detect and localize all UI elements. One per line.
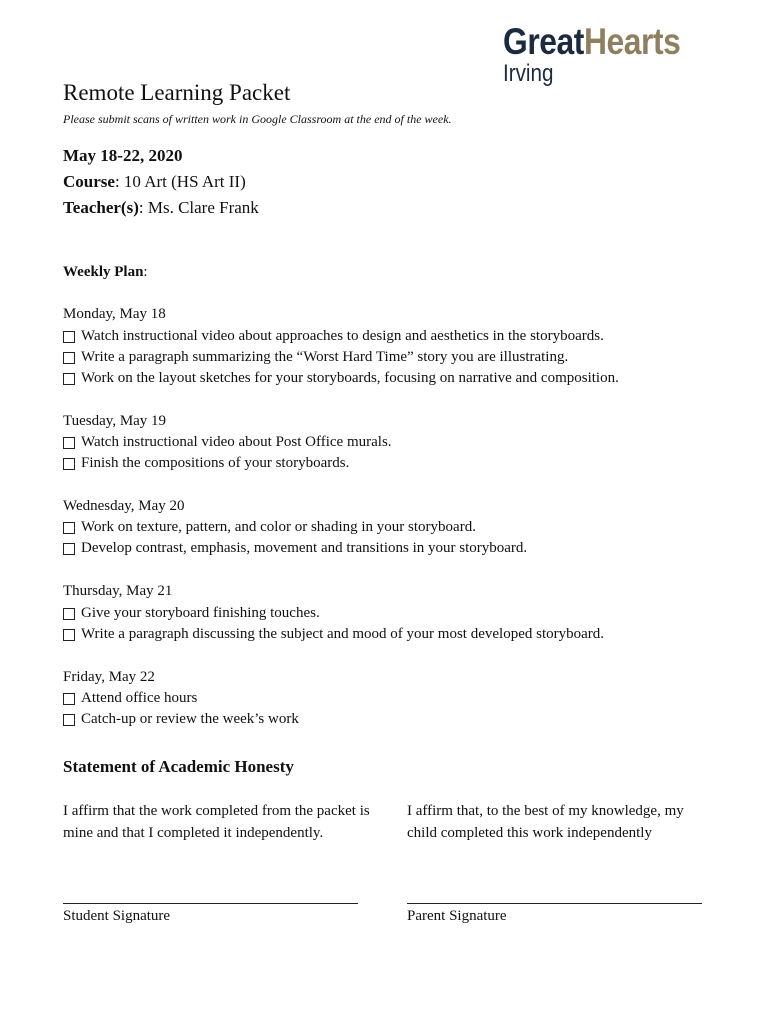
course-line: Course: 10 Art (HS Art II) bbox=[63, 172, 246, 191]
teacher-line: Teacher(s): Ms. Clare Frank bbox=[63, 198, 259, 217]
student-signature-label: Student Signature bbox=[63, 908, 171, 924]
task-item: Watch instructional video about approaches to design and aesthetics in the storyboards. bbox=[63, 328, 604, 345]
checkbox[interactable] bbox=[63, 714, 75, 726]
task-item: Write a paragraph discussing the subject and mood of your most developed storyboard. bbox=[63, 626, 604, 643]
student-signature-line[interactable] bbox=[63, 903, 358, 904]
checkbox[interactable] bbox=[63, 458, 75, 470]
task-item: Catch-up or review the week’s work bbox=[63, 711, 299, 728]
checkbox[interactable] bbox=[63, 373, 75, 385]
student-affirmation: I affirm that the work completed from the packet is mine and that I completed it independently. bbox=[63, 803, 370, 841]
parent-signature-line[interactable] bbox=[407, 903, 702, 904]
day-heading-monday: Monday, May 18 bbox=[63, 306, 166, 322]
task-item: Watch instructional video about Post Office murals. bbox=[63, 434, 392, 451]
task-item: Write a paragraph summarizing the “Worst Hard Time” story you are illustrating. bbox=[63, 349, 568, 366]
task-item: Develop contrast, emphasis, movement and transitions in your storyboard. bbox=[63, 540, 527, 557]
checkbox[interactable] bbox=[63, 608, 75, 620]
page-title: Remote Learning Packet bbox=[63, 80, 291, 105]
task-item: Work on the layout sketches for your storyboards, focusing on narrative and composition. bbox=[63, 370, 619, 387]
parent-affirmation: I affirm that, to the best of my knowledge, my child completed this work independently bbox=[407, 803, 684, 841]
day-heading-thursday: Thursday, May 21 bbox=[63, 583, 173, 599]
day-heading-wednesday: Wednesday, May 20 bbox=[63, 498, 185, 514]
checkbox[interactable] bbox=[63, 522, 75, 534]
day-heading-friday: Friday, May 22 bbox=[63, 669, 155, 685]
checkbox[interactable] bbox=[63, 331, 75, 343]
weekly-plan-heading: Weekly Plan: bbox=[63, 264, 148, 280]
page-subtitle: Please submit scans of written work in Google Classroom at the end of the week. bbox=[63, 112, 452, 126]
date-range: May 18-22, 2020 bbox=[63, 146, 183, 165]
greathearts-logo bbox=[503, 21, 709, 87]
checkbox[interactable] bbox=[63, 693, 75, 705]
checkbox[interactable] bbox=[63, 629, 75, 641]
logo-wordmark: GreatHearts bbox=[503, 21, 681, 62]
logo-location: Irving bbox=[503, 60, 554, 87]
checkbox[interactable] bbox=[63, 352, 75, 364]
checkbox[interactable] bbox=[63, 437, 75, 449]
day-heading-tuesday: Tuesday, May 19 bbox=[63, 413, 167, 429]
task-item: Finish the compositions of your storyboards. bbox=[63, 455, 349, 472]
parent-signature-label: Parent Signature bbox=[407, 908, 507, 924]
task-item: Attend office hours bbox=[63, 690, 197, 707]
checkbox[interactable] bbox=[63, 543, 75, 555]
academic-honesty-heading: Statement of Academic Honesty bbox=[63, 757, 294, 776]
task-item: Work on texture, pattern, and color or shading in your storyboard. bbox=[63, 519, 476, 536]
task-item: Give your storyboard finishing touches. bbox=[63, 605, 320, 622]
